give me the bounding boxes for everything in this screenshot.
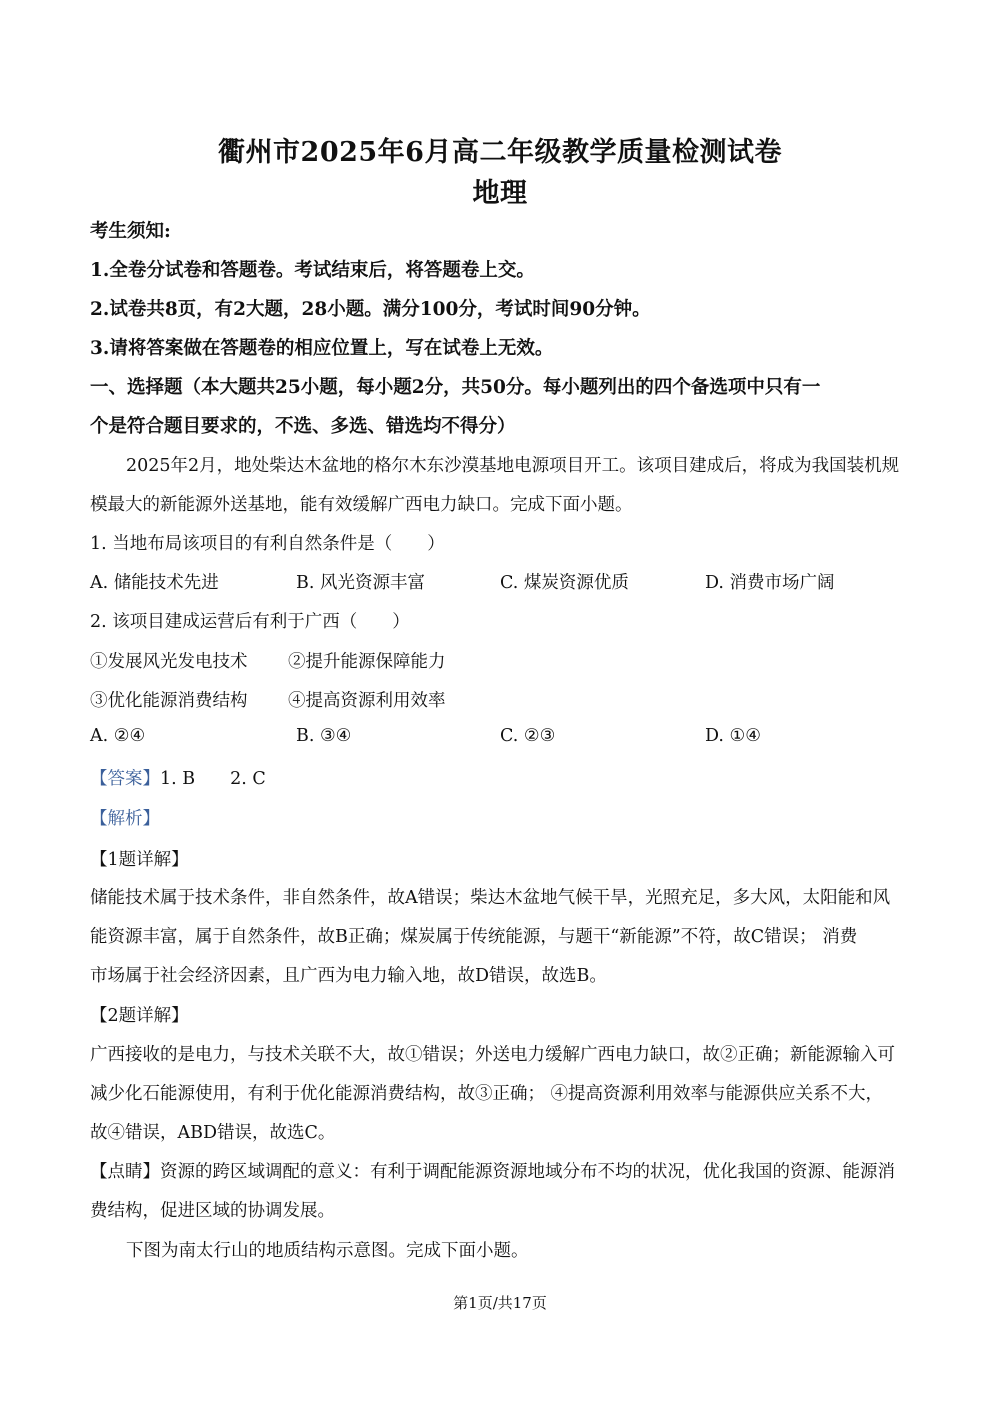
answer-label: 【答案】	[90, 769, 160, 789]
detail-text: 广西接收的是电力，与技术关联不大，故①错误；外送电力缓解广西电力缺口，故②正确；新能源输入可	[90, 1045, 895, 1065]
tip-text: 费结构，促进区域的协调发展。	[90, 1201, 335, 1221]
detail-label: 【1题详解】	[90, 850, 189, 870]
option-c: C. ②③	[500, 726, 556, 746]
option-a: A. ②④	[90, 726, 146, 746]
section-heading: 个是符合题目要求的，不选、多选、错选均不得分）	[90, 416, 516, 437]
material-text: 2025年2月，地处柴达木盆地的格尔木东沙漠基地电源项目开工。该项目建成后，将成为我国装机规	[126, 456, 900, 476]
option-c: C. 煤炭资源优质	[500, 573, 629, 593]
page-footer: 第1页/共17页	[453, 1294, 547, 1312]
statement-item: ②提升能源保障能力	[288, 652, 446, 672]
notice-item: 1.全卷分试卷和答题卷。考试结束后，将答题卷上交。	[90, 260, 535, 281]
statement-item: ④提高资源利用效率	[288, 691, 446, 711]
exam-title: 衢州市2025年6月高二年级教学质量检测试卷	[218, 137, 782, 168]
material-text: 下图为南太行山的地质结构示意图。完成下面小题。	[126, 1241, 529, 1261]
notice-item: 3.请将答案做在答题卷的相应位置上，写在试卷上无效。	[90, 338, 554, 359]
answer-line	[90, 765, 266, 790]
detail-text: 能资源丰富，属于自然条件，故B正确；煤炭属于传统能源，与题干“新能源”不符，故C错误； 消费	[90, 927, 858, 947]
option-d: D. ①④	[705, 726, 761, 746]
answer-text: 1. B 2. C	[160, 769, 266, 789]
tip-text: 【点睛】资源的跨区域调配的意义：有利于调配能源资源地域分布不均的状况，优化我国的资源、能源消	[90, 1162, 895, 1182]
statement-item: ①发展风光发电技术	[90, 652, 248, 672]
analysis-label: 【解析】	[90, 809, 160, 829]
question-stem: 1. 当地布局该项目的有利自然条件是（ ）	[90, 534, 445, 554]
detail-text: 市场属于社会经济因素，且广西为电力输入地，故D错误，故选B。	[90, 966, 607, 986]
subject-title: 地理	[472, 178, 528, 209]
material-text: 模最大的新能源外送基地，能有效缓解广西电力缺口。完成下面小题。	[90, 495, 633, 515]
notice-heading: 考生须知:	[90, 221, 171, 242]
detail-text: 储能技术属于技术条件，非自然条件，故A错误；柴达木盆地气候干旱，光照充足，多大风，太阳能和风	[90, 888, 891, 908]
detail-text: 故④错误，ABD错误，故选C。	[90, 1123, 336, 1143]
question-stem: 2. 该项目建成运营后有利于广西（ ）	[90, 612, 410, 632]
detail-text: 减少化石能源使用，有利于优化能源消费结构，故③正确； ④提高资源利用效率与能源供应关系不大，	[90, 1084, 884, 1104]
option-a: A. 储能技术先进	[90, 573, 219, 593]
option-d: D. 消费市场广阔	[705, 573, 835, 593]
option-b: B. ③④	[296, 726, 352, 746]
option-b: B. 风光资源丰富	[296, 573, 425, 593]
detail-label: 【2题详解】	[90, 1006, 189, 1026]
notice-item: 2.试卷共8页，有2大题，28小题。满分100分，考试时间90分钟。	[90, 299, 651, 320]
statement-item: ③优化能源消费结构	[90, 691, 248, 711]
section-heading: 一、选择题（本大题共25小题，每小题2分，共50分。每小题列出的四个备选项中只有一	[90, 377, 821, 398]
